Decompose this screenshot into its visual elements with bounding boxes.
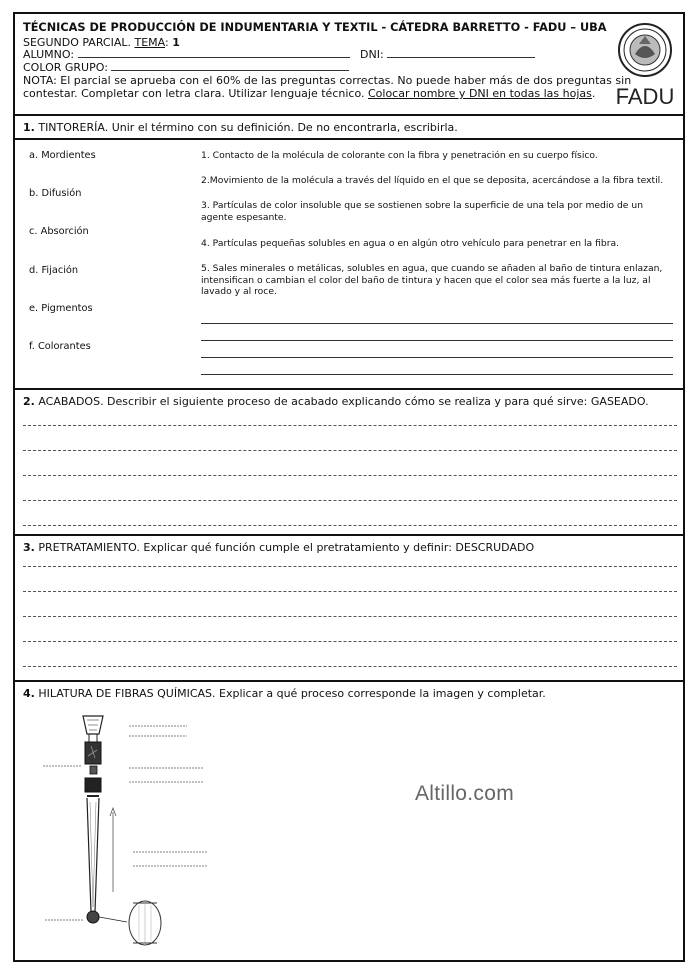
question-2-number: 2. <box>23 395 35 408</box>
question-1-text: TINTORERÍA. Unir el término con su definición. De no encontrarla, escribirla. <box>38 121 458 134</box>
answer-line[interactable] <box>23 475 677 476</box>
definition-item: 1. Contacto de la molécula de colorante con la fibra y penetración en su cuerpo físico. <box>201 150 598 161</box>
alumno-line <box>23 48 535 61</box>
answer-line[interactable] <box>23 525 677 526</box>
note-line-2 <box>23 87 595 100</box>
answer-line[interactable] <box>201 374 673 375</box>
color-grupo-label: COLOR GRUPO: <box>23 61 108 74</box>
note-line-1: NOTA: El parcial se aprueba con el 60% de las preguntas correctas. No puede haber más de dos preguntas sin <box>23 74 632 87</box>
answer-line[interactable] <box>23 425 677 426</box>
alumno-label: ALUMNO: <box>23 48 75 61</box>
definition-item: 3. Partículas de color insoluble que se sostienen sobre la superficie de una tela por medio de un agente espesante. <box>201 200 644 223</box>
fadu-logo-text: FADU <box>615 84 675 109</box>
answer-line[interactable] <box>201 340 673 341</box>
question-1-divider <box>15 138 683 140</box>
definition-item: 2.Movimiento de la molécula a través del líquido en el que se deposita, acercándose a la fibra textil. <box>201 175 664 186</box>
answer-line[interactable] <box>23 616 677 617</box>
spinneret-block <box>85 778 101 792</box>
question-1 <box>15 116 683 390</box>
exam-type-line: SEGUNDO PARCIAL. TEMA: 1 <box>23 36 180 49</box>
exam-sheet <box>13 12 685 962</box>
definition-item: 5. Sales minerales o metálicas, solubles en agua, que cuando se añaden al baño de tintura enlazan, intensifican o cambian el color del baño de tintura y hacen que el color sea más fuerte a la luz, al lavado y al roce. <box>201 263 663 297</box>
question-3-title <box>23 541 534 554</box>
question-2 <box>15 390 683 536</box>
term-item: e. Pigmentos <box>29 303 93 314</box>
answer-line[interactable] <box>23 450 677 451</box>
answer-line[interactable] <box>23 641 677 642</box>
question-3-text: PRETRATAMIENTO. Explicar qué función cumple el pretratamiento y definir: DESCRUDADO <box>38 541 535 554</box>
question-1-number: 1. <box>23 121 35 134</box>
question-4-number: 4. <box>23 687 35 700</box>
question-4 <box>15 682 683 960</box>
watermark-text: Altillo.com <box>415 782 514 805</box>
chemical-spinning-diagram <box>35 712 235 960</box>
exam-label: SEGUNDO PARCIAL. <box>23 36 131 49</box>
tema-label: TEMA <box>134 36 165 49</box>
feed-neck <box>89 734 97 742</box>
term-item: a. Mordientes <box>29 150 96 161</box>
question-1-title <box>23 121 458 134</box>
color-grupo-line <box>23 61 349 74</box>
answer-line[interactable] <box>23 666 677 667</box>
term-item: f. Colorantes <box>29 341 91 352</box>
fadu-logo <box>615 20 675 110</box>
question-4-title <box>23 687 546 700</box>
term-item: b. Difusión <box>29 188 82 199</box>
answer-line[interactable] <box>201 323 673 324</box>
question-2-title <box>23 395 649 408</box>
answer-line[interactable] <box>23 591 677 592</box>
pump-block <box>90 766 97 774</box>
exam-header <box>15 14 683 116</box>
question-2-text: ACABADOS. Describir el siguiente proceso de acabado explicando cómo se realiza y para qué sirve: GASEADO. <box>38 395 649 408</box>
question-3 <box>15 536 683 682</box>
term-item: c. Absorción <box>29 226 89 237</box>
term-item: d. Fijación <box>29 265 79 276</box>
tema-value: 1 <box>172 36 180 49</box>
godet-roller <box>87 911 99 923</box>
dni-label: DNI: <box>360 48 384 61</box>
dni-field[interactable] <box>387 48 535 58</box>
definition-item: 4. Partículas pequeñas solubles en agua o en algún otro vehículo para penetrar en la fibra. <box>201 238 620 249</box>
question-3-number: 3. <box>23 541 35 554</box>
answer-line[interactable] <box>201 357 673 358</box>
exam-title: TÉCNICAS DE PRODUCCIÓN DE INDUMENTARIA Y TEXTIL - CÁTEDRA BARRETTO - FADU – UBA <box>23 21 607 34</box>
answer-line[interactable] <box>23 566 677 567</box>
answer-line[interactable] <box>23 500 677 501</box>
note-period: . <box>591 87 596 100</box>
note-text: contestar. Completar con letra clara. Utilizar lenguaje técnico. <box>23 87 365 100</box>
question-4-text: HILATURA DE FIBRAS QUÍMICAS. Explicar a qué proceso corresponde la imagen y completar. <box>38 687 546 700</box>
note-underlined-text: Colocar nombre y DNI en todas las hojas <box>367 87 592 100</box>
color-grupo-field[interactable] <box>111 61 349 71</box>
alumno-field[interactable] <box>78 48 350 58</box>
